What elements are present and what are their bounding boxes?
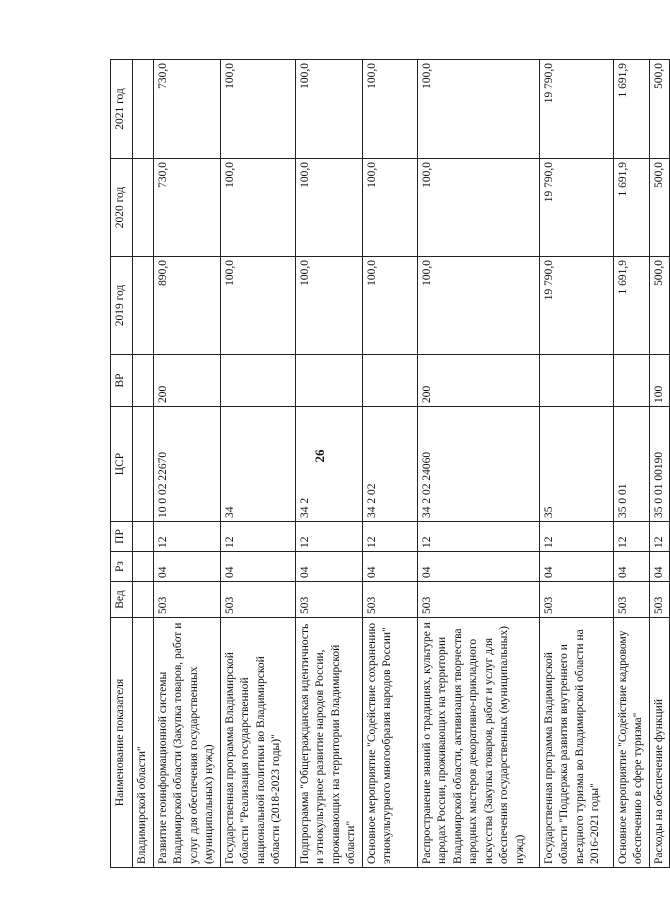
row-name: Основное мероприятие "Содействие кадровому обеспечению в сфере туризма" (613, 618, 649, 868)
table-row (539, 60, 613, 868)
row-2019: 500,0 (649, 257, 670, 355)
table-row (220, 60, 295, 868)
row-2020: 100,0 (220, 159, 295, 257)
table-row (649, 60, 670, 868)
row-2020: 1 691,9 (613, 159, 649, 257)
row-csr: 34 2 02 (362, 407, 417, 522)
row-name: Основное мероприятие "Содействие сохранению этнокультурного многообразия народов России" (362, 618, 417, 868)
header-2019: 2019 год (111, 257, 133, 355)
row-2021: 100,0 (417, 60, 539, 159)
row-2021: 100,0 (220, 60, 295, 159)
row-csr: 34 2 (295, 407, 362, 522)
row-2019: 100,0 (295, 257, 362, 355)
row-csr: 35 0 01 00190 (649, 407, 670, 522)
row-ved: 503 (613, 582, 649, 618)
row-rz: 04 (613, 552, 649, 582)
row-ved: 503 (295, 582, 362, 618)
row-2020: 100,0 (362, 159, 417, 257)
row-csr: 35 0 01 (613, 407, 649, 522)
row-rz: 04 (295, 552, 362, 582)
row-2020: 100,0 (295, 159, 362, 257)
table-row (417, 60, 539, 868)
row-ved: 503 (649, 582, 670, 618)
empty-cell (133, 60, 154, 159)
row-vr (362, 355, 417, 407)
row-ved: 503 (417, 582, 539, 618)
row-vr: 200 (417, 355, 539, 407)
table-row (362, 60, 417, 868)
row-pr: 12 (613, 522, 649, 552)
row-2019: 100,0 (417, 257, 539, 355)
row-vr (220, 355, 295, 407)
row-name: Государственная программа Владимирской области "Реализация государственной национальной политики во Владимирской области (2018-2023 годы)" (220, 618, 295, 868)
row-2020: 19 790,0 (539, 159, 613, 257)
row-2021: 100,0 (362, 60, 417, 159)
empty-cell (133, 522, 154, 552)
header-rz: Рз (111, 552, 133, 582)
row-rz: 04 (649, 552, 670, 582)
row-rz: 04 (417, 552, 539, 582)
table-row (613, 60, 649, 868)
row-2019: 100,0 (362, 257, 417, 355)
row-csr: 34 2 02 24060 (417, 407, 539, 522)
empty-cell (133, 257, 154, 355)
row-2019: 890,0 (153, 257, 220, 355)
empty-cell (133, 407, 154, 522)
header-name: Наименование показателя (111, 618, 133, 868)
row-ved: 503 (220, 582, 295, 618)
row-name: Государственная программа Владимирской области "Поддержка развития внутреннего и въездного туризма во Владимирской области на 2016-2021 годы" (539, 618, 613, 868)
empty-cell (133, 552, 154, 582)
row-csr: 34 (220, 407, 295, 522)
row-rz: 04 (220, 552, 295, 582)
row-vr (295, 355, 362, 407)
budget-table (110, 59, 670, 868)
row-rz: 04 (539, 552, 613, 582)
row-rz: 04 (153, 552, 220, 582)
table-row (153, 60, 220, 868)
row-2020: 100,0 (417, 159, 539, 257)
empty-cell (133, 582, 154, 618)
row-2020: 730,0 (153, 159, 220, 257)
row-csr: 35 (539, 407, 613, 522)
empty-cell (133, 355, 154, 407)
row-2019: 19 790,0 (539, 257, 613, 355)
header-csr: ЦСР (111, 407, 133, 522)
row-rz: 04 (362, 552, 417, 582)
row-2021: 500,0 (649, 60, 670, 159)
row-pr: 12 (417, 522, 539, 552)
row-2019: 1 691,9 (613, 257, 649, 355)
header-2021: 2021 год (111, 60, 133, 159)
row-ved: 503 (153, 582, 220, 618)
row-pr: 12 (539, 522, 613, 552)
row-name: Подпрограмма "Общегражданская идентичность и этнокультурное развитие народов России, проживающих на территории Владимирской области" (295, 618, 362, 868)
row-pr: 12 (362, 522, 417, 552)
row-vr: 200 (153, 355, 220, 407)
header-2020: 2020 год (111, 159, 133, 257)
row-ved: 503 (539, 582, 613, 618)
header-pr: ПР (111, 522, 133, 552)
row-csr: 10 0 02 22670 (153, 407, 220, 522)
rotated-table-wrapper (110, 60, 665, 868)
row-2021: 1 691,9 (613, 60, 649, 159)
empty-cell (133, 159, 154, 257)
header-ved: Вед (111, 582, 133, 618)
row-2021: 100,0 (295, 60, 362, 159)
row-2021: 19 790,0 (539, 60, 613, 159)
row-vr (539, 355, 613, 407)
table-header-row (111, 60, 133, 868)
row-vr: 100 (649, 355, 670, 407)
row-pr: 12 (649, 522, 670, 552)
continuation-row (133, 60, 154, 868)
row-2019: 100,0 (220, 257, 295, 355)
page-number: 26 (312, 449, 327, 463)
row-vr (613, 355, 649, 407)
row-2021: 730,0 (153, 60, 220, 159)
row-name: Расходы на обеспечение функций (649, 618, 670, 868)
continuation-text: Владимирской области" (133, 618, 154, 868)
row-name: Распространение знаний о традициях, культуре и народах России, проживающих на территории Владимирской области, активизация творчества народных мастеров декоративно-прикладного искусства (Закупка товаров, работ и услуг для обеспечения государственных (муниципальных) нужд) (417, 618, 539, 868)
row-2020: 500,0 (649, 159, 670, 257)
row-pr: 12 (295, 522, 362, 552)
row-ved: 503 (362, 582, 417, 618)
row-name: Развитие геоинформационной системы Владимирской области (Закупка товаров, работ и услуг для обеспечения государственных (муниципальных) нужд) (153, 618, 220, 868)
table-row (295, 60, 362, 868)
row-pr: 12 (153, 522, 220, 552)
row-pr: 12 (220, 522, 295, 552)
header-vr: ВР (111, 355, 133, 407)
